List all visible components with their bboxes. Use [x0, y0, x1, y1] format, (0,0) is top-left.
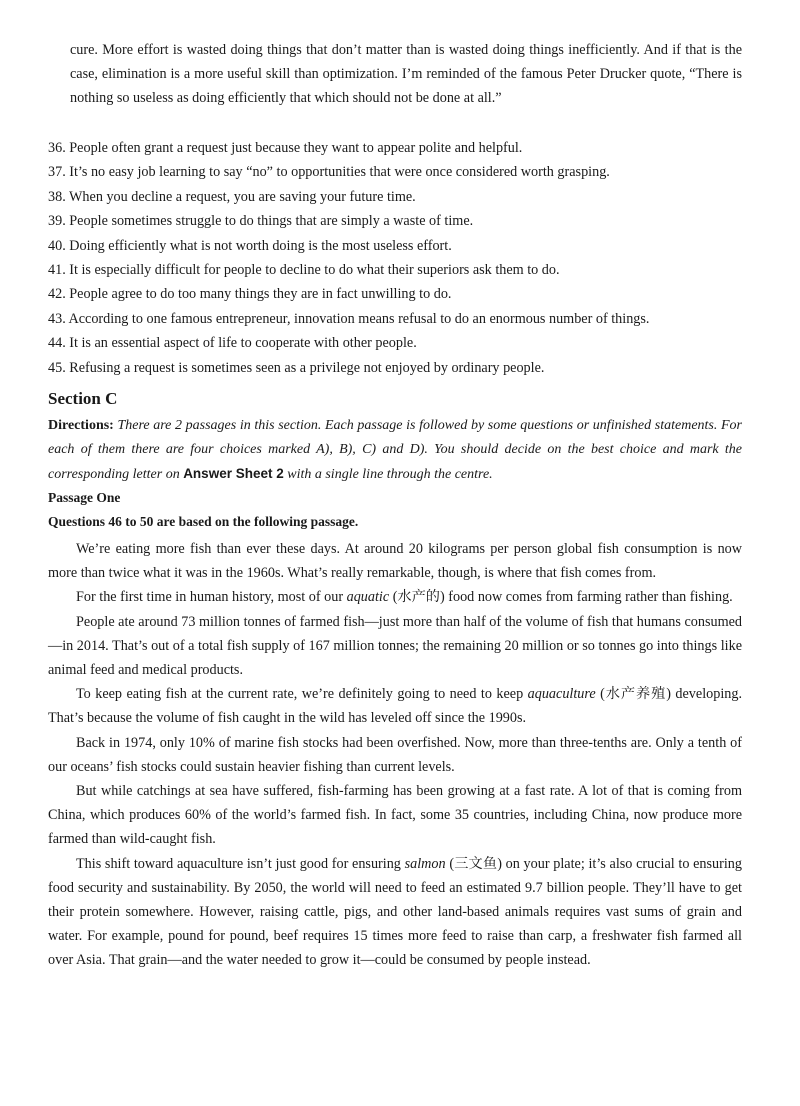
passage-paragraph: We’re eating more fish than ever these days. At around 20 kilograms per person global fish consumption is now more than twice what it was in the 1960s. What’s really remarkable, though, is where that fish comes from.: [48, 541, 742, 582]
passage-paragraph: People ate around 73 million tonnes of farmed fish—just more than half of the volume of fish that humans consumed—in 2014. That’s out of a total fish supply of 167 million tonnes; the remaining 20 million or so tonnes go into things like animal feed and medical products.: [48, 613, 742, 679]
term-aquaculture: aquaculture: [527, 686, 596, 703]
statement-item: [48, 185, 748, 209]
questions-range: Questions 46 to 50 are based on the following passage.: [48, 514, 359, 529]
statement-text: When you decline a request, you are saving your future time.: [69, 188, 416, 205]
statement-text: It’s no easy job learning to say “no” to opportunities that were once considered worth grasping.: [69, 164, 610, 181]
passage-body: [48, 537, 742, 973]
statement-item: [48, 282, 748, 306]
statement-item: [48, 209, 748, 233]
statement-item: [48, 331, 748, 355]
statement-item: [48, 258, 748, 282]
statement-text: Refusing a request is sometimes seen as a privilege not enjoyed by ordinary people.: [69, 359, 545, 376]
statement-text: Doing efficiently what is not worth doing is the most useless effort.: [69, 237, 452, 254]
directions-text: There are 2 passages in this section. Each passage is followed by some questions or unfinished statements. For each of them there are four choices marked A), B), C) and D). You should decide on the best choice and mark the corresponding letter on: [48, 418, 742, 482]
statement-text: People often grant a request just because they want to appear polite and helpful.: [69, 140, 523, 156]
directions-label: Directions:: [48, 418, 114, 433]
term-salmon: salmon: [404, 855, 446, 872]
statement-item: [48, 307, 748, 331]
paragraph-text: For the first time in human history, most of our: [76, 589, 347, 606]
paragraph-text: This shift toward aquaculture isn’t just good for ensuring: [76, 855, 405, 872]
statement-number: 36.: [48, 140, 66, 156]
statement-number: 40.: [48, 237, 66, 254]
statement-item: [48, 356, 748, 380]
statement-number: 44.: [48, 335, 66, 352]
directions-text-end: with a single line through the centre.: [283, 467, 493, 482]
statement-number: 45.: [48, 359, 66, 376]
section-title: Section C: [48, 389, 118, 408]
statement-number: 39.: [48, 213, 66, 230]
passage-paragraph: Back in 1974, only 10% of marine fish stocks had been overfished. Now, more than three-tenths are. Only a tenth of our oceans’ fish stocks could sustain heavier fishing than current levels.: [48, 734, 742, 775]
statement-number: 43.: [48, 310, 66, 327]
statement-list: [48, 136, 748, 380]
intro-paragraph: cure. More effort is wasted doing things that don’t matter than is wasted doing things inefficiently. And if that is the case, elimination is a more useful skill than optimization. I’m reminded of the famous Peter Drucker quote, “There is nothing so useless as doing efficiently that which should not be done at all.”: [70, 42, 742, 106]
passage-paragraph: [48, 852, 742, 973]
statement-text: People sometimes struggle to do things that are simply a waste of time.: [69, 213, 474, 230]
statement-text: It is an essential aspect of life to cooperate with other people.: [69, 335, 417, 352]
paragraph-text: To keep eating fish at the current rate, we’re definitely going to need to keep: [76, 686, 528, 703]
paragraph-text: (水产的) food now comes from farming rather than fishing.: [389, 589, 733, 606]
statement-item: [48, 160, 748, 184]
directions: [48, 414, 742, 487]
passage-paragraph: [48, 585, 742, 609]
answer-sheet-label: Answer Sheet 2: [183, 466, 284, 481]
passage-title: Passage One: [48, 490, 121, 505]
paragraph-text: (三文鱼) on your plate; it’s also crucial to ensuring food security and sustainability. By 2050, the world will need to feed an estimated 9.7 billion people. They’ll have to get their protein somewhere. However, raising cattle, pigs, and other land-based animals requires vast sums of grain and water. For example, pound for pound, beef requires 15 times more feed to raise than carp, a freshwater fish farmed all over Asia. That grain—and the water needed to grow it—could be consumed by people instead.: [48, 855, 742, 969]
statement-number: 37.: [48, 164, 66, 181]
term-aquatic: aquatic: [346, 589, 390, 606]
statement-item: [48, 234, 748, 258]
statement-text: According to one famous entrepreneur, innovation means refusal to do an enormous number of things.: [68, 310, 650, 327]
statement-text: It is especially difficult for people to decline to do what their superiors ask them to do.: [69, 261, 560, 278]
statement-number: 41.: [48, 261, 66, 278]
paragraph-text: (水产养殖) developing. That’s because the volume of fish caught in the wild has leveled off since the 1990s.: [48, 686, 742, 727]
statement-item: [48, 136, 748, 160]
statement-number: 38.: [48, 188, 66, 205]
passage-paragraph: [48, 682, 742, 730]
passage-paragraph: But while catchings at sea have suffered, fish-farming has been growing at a fast rate. A lot of that is coming from China, which produces 60% of the world’s farmed fish. In fact, some 35 countries, including China, now produce more farmed than wild-caught fish.: [48, 783, 742, 848]
statement-text: People agree to do too many things they are in fact unwilling to do.: [69, 286, 452, 303]
statement-number: 42.: [48, 286, 66, 303]
